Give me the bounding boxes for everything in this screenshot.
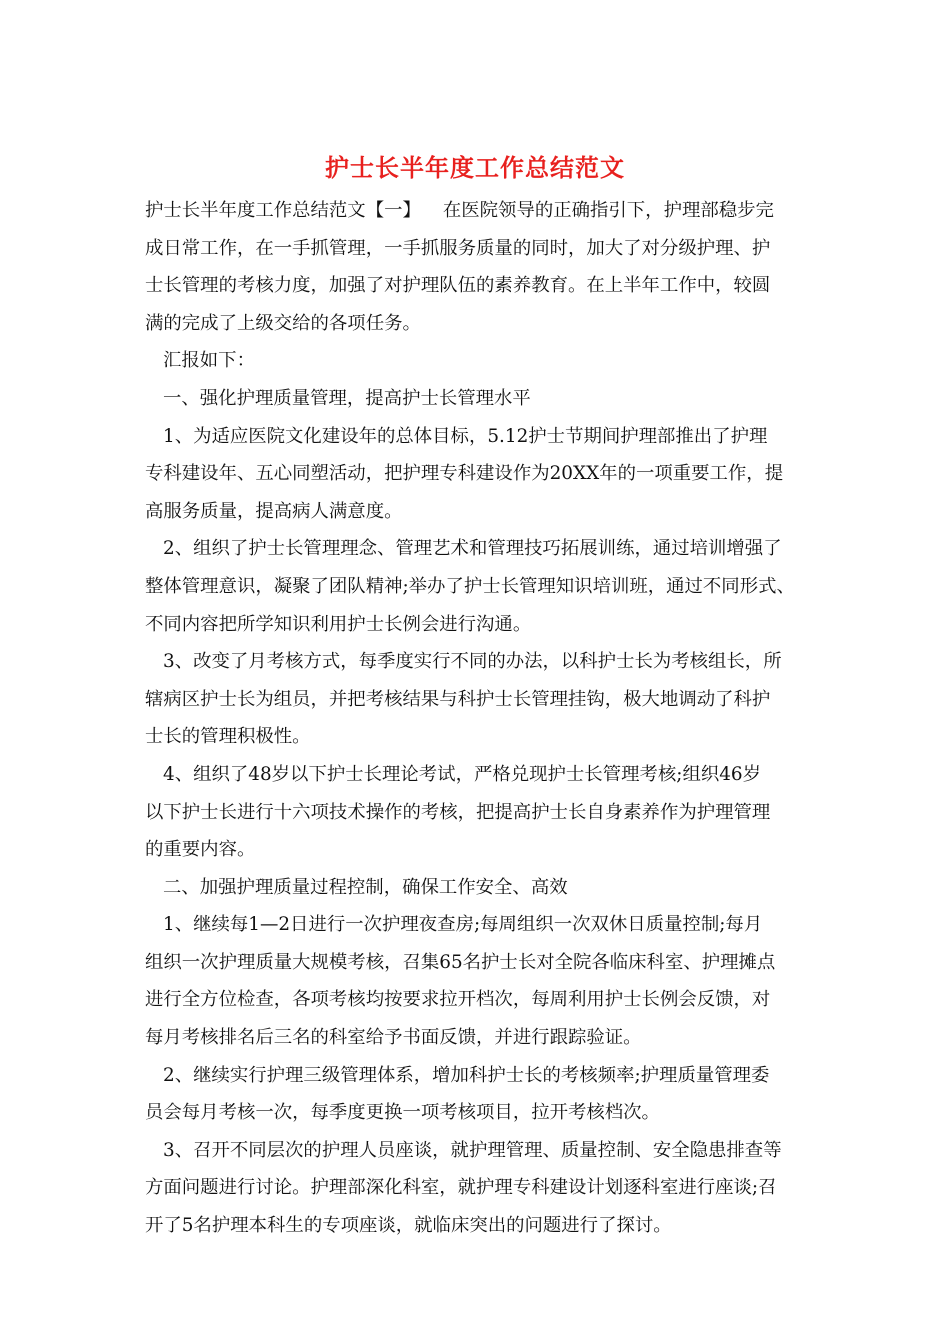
paragraph-line: 3、改变了月考核方式，每季度实行不同的办法，以科护士长为考核组长，所 [163, 651, 782, 673]
paragraph-line: 2、组织了护士长管理理念、管理艺术和管理技巧拓展训练，通过培训增强了 [163, 538, 782, 560]
paragraph-line: 组织一次护理质量大规模考核，召集65名护士长对全院各临床科室、护理摊点 [145, 951, 776, 973]
section-1-item-4 [145, 756, 810, 869]
report-intro [145, 342, 810, 380]
paragraph-line: 4、组织了48岁以下护士长理论考试，严格兑现护士长管理考核;组织46岁 [163, 763, 762, 785]
section-2-item-2 [145, 1057, 810, 1132]
paragraph-line: 1、继续每1—2日进行一次护理夜查房;每周组织一次双休日质量控制;每月 [163, 914, 763, 936]
section-1-item-2 [145, 530, 810, 643]
paragraph-line: 3、召开不同层次的护理人员座谈，就护理管理、质量控制、安全隐患排查等 [163, 1139, 782, 1161]
paragraph-line: 员会每月考核一次，每季度更换一项考核项目，拉开考核档次。 [145, 1102, 660, 1124]
document-title: 护士长半年度工作总结范文 [325, 153, 625, 182]
paragraph-line: 整体管理意识，凝聚了团队精神;举办了护士长管理知识培训班，通过不同形式、 [145, 575, 795, 597]
paragraph-line: 不同内容把所学知识利用护士长例会进行沟通。 [145, 613, 532, 635]
paragraph-line: 专科建设年、五心同塑活动，把护理专科建设作为20XX年的一项重要工作，提 [145, 463, 784, 485]
section-heading-line: 二、加强护理质量过程控制，确保工作安全、高效 [163, 876, 568, 898]
section-2-item-1 [145, 906, 810, 1056]
paragraph-line: 士长的管理积极性。 [145, 726, 311, 748]
paragraph-line: 2、继续实行护理三级管理体系，增加科护士长的考核频率;护理质量管理委 [163, 1064, 770, 1086]
section-heading-line: 一、强化护理质量管理，提高护士长管理水平 [163, 387, 531, 409]
intro-line [145, 192, 810, 230]
paragraph-line: 开了5名护理本科生的专项座谈，就临床突出的问题进行了探讨。 [145, 1215, 672, 1237]
section-2-heading [145, 869, 810, 907]
paragraph-line: 进行全方位检查，各项考核均按要求拉开档次，每周利用护士长例会反馈，对 [145, 989, 771, 1011]
section-1-heading [145, 380, 810, 418]
intro-line: 满的完成了上级交给的各项任务。 [145, 312, 421, 334]
intro-line: 成日常工作，在一手抓管理，一手抓服务质量的同时，加大了对分级护理、护 [145, 237, 771, 259]
paragraph-line: 1、为适应医院文化建设年的总体目标，5.12护士节期间护理部推出了护理 [163, 425, 768, 447]
paragraph-line: 的重要内容。 [145, 839, 256, 861]
paragraph-line: 每月考核排名后三名的科室给予书面反馈，并进行跟踪验证。 [145, 1027, 642, 1049]
intro-line: 士长管理的考核力度，加强了对护理队伍的素养教育。在上半年工作中，较圆 [145, 275, 771, 297]
paragraph-line: 高服务质量，提高病人满意度。 [145, 500, 403, 522]
paragraph-line: 辖病区护士长为组员，并把考核结果与科护士长管理挂钩，极大地调动了科护 [145, 688, 771, 710]
section-1-item-3 [145, 643, 810, 756]
intro-paragraph [145, 192, 810, 342]
intro-heading: 护士长半年度工作总结范文【一】 [145, 200, 421, 221]
paragraph-line: 方面问题进行讨论。护理部深化科室，就护理专科建设计划逐科室进行座谈;召 [145, 1177, 777, 1199]
intro-text: 在医院领导的正确指引下，护理部稳步完 [442, 200, 774, 221]
section-2-item-3 [145, 1132, 810, 1245]
section-1-item-1 [145, 418, 810, 531]
report-intro-line: 汇报如下： [163, 350, 255, 372]
paragraph-line: 以下护士长进行十六项技术操作的考核，把提高护士长自身素养作为护理管理 [145, 801, 771, 823]
document-body [145, 192, 810, 1245]
